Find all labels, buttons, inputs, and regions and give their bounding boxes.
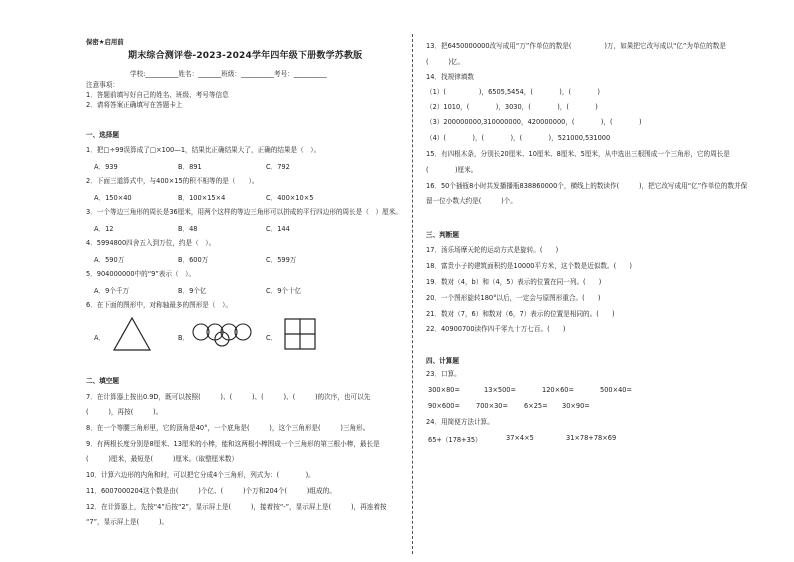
question-14: 14．找规律填数 <box>426 73 474 81</box>
pattern-item: （4）( )，( )，( )，521000,531000 <box>426 134 611 142</box>
question-9-cont: ( )厘米，最短是( )厘米。（取整厘米数） <box>86 455 239 463</box>
option-c: C．400×10×5 <box>266 194 314 202</box>
option-c: C．792 <box>266 163 290 171</box>
judge-item: 19．数对（4，b）和（4，5）表示的位置在同一列。( ) <box>426 278 602 286</box>
option-c: C．9个十亿 <box>266 287 302 295</box>
triangle-figure <box>112 316 152 352</box>
question-13-cont: ( )亿。 <box>426 58 465 66</box>
judge-item: 17．汤乐场摩天轮的运动方式是旋转。( ) <box>426 246 559 254</box>
option-b: B． <box>178 334 190 342</box>
calc-item: 31×78+78×69 <box>566 434 617 442</box>
question-4: 4．5994800四舍五入到万位，约是（ ）。 <box>86 239 216 247</box>
notes-title: 注意事项： <box>86 81 119 89</box>
note-item: 1．答题前填写好自己的姓名、班级、考号等信息 <box>86 91 229 99</box>
question-24: 24．用简便方法计算。 <box>426 418 494 426</box>
calc-item: 6×25= <box>524 402 548 410</box>
column-divider <box>412 34 413 554</box>
calc-item: 30×90= <box>562 402 590 410</box>
option-b: B．48 <box>178 225 198 233</box>
judge-item: 21．数对（7，6）和数对（6，7）表示的位置是相同的。( ) <box>426 310 615 318</box>
calc-item: 120×60= <box>542 386 575 394</box>
calc-item: 13×500= <box>484 386 517 394</box>
pattern-item: （2）1010，( )，3030，( )，( ) <box>426 103 598 111</box>
option-a: A．9个千万 <box>94 287 130 295</box>
calc-item: 90×600= <box>428 402 461 410</box>
grid-square-figure <box>284 318 316 350</box>
question-16: 16．50个插瓶8小时共发播播瓶838860000个，横线上的数读作( )，把它改写成用“亿”作单位的数并保 <box>426 182 748 190</box>
judge-item: 18．富贵小子的建筑面积约是10000平方米，这个数是近似数。( ) <box>426 262 632 270</box>
pattern-item: （3）200000000,310000000，420000000，( )，( ) <box>426 118 642 126</box>
option-c: C．144 <box>266 225 290 233</box>
question-6: 6．在下面的图形中，对称轴最多的图形是（ ）。 <box>86 301 232 309</box>
question-2: 2．下面三道算式中，与400×15的积不相等的是（ ）。 <box>86 177 259 185</box>
option-a: A． <box>94 334 106 342</box>
question-11: 11．6007000204这个数是由( )个亿、( )个万和204个( )组成的。 <box>86 487 336 495</box>
option-b: B．600万 <box>178 256 209 264</box>
section-judge: 三、判断题 <box>426 231 459 239</box>
question-15-cont: ( )厘米。 <box>426 166 478 174</box>
note-item: 2．请将答案正确填写在答题卡上 <box>86 101 183 109</box>
question-5: 5．904000000中的“9”表示（ ）。 <box>86 270 196 278</box>
question-8: 8．在一个等腰三角形里，它的顶角是40°，一个底角是( )，这个三角形是( )三角形。 <box>86 424 370 432</box>
question-3: 3．一个等边三角形的周长是36厘米，用两个这样的等边三角形可以拼成的平行四边形的周长是（ ）厘米。 <box>86 208 402 216</box>
judge-item: 20．一个图形旋转180°以后，一定会与原图形重合。( ) <box>426 294 601 302</box>
student-info-line: 学校:__________姓名：_______班级：__________考号：__________ <box>130 70 327 78</box>
option-c: C． <box>266 334 278 342</box>
question-16-cont: 留一位小数大约是( )个。 <box>426 197 517 205</box>
question-7: 7．在计算器上按出0.9D，既可以按照( )、( )、( )、( )的次序，也可以先 <box>86 393 371 401</box>
section-calc: 四、计算题 <box>426 357 459 365</box>
question-12-cont: “7”，显示屏上是( )。 <box>86 518 169 526</box>
calc-item: 37×4×5 <box>506 434 534 442</box>
judge-item: 22．40900700读作四千零九十万七百。( ) <box>426 325 566 333</box>
question-12: 12．在计算器上，先按“4”后按“2”，显示屏上是( )，接着按“-”，显示屏上是( )，再连着按 <box>86 503 387 511</box>
question-15: 15．有四根木条，分别长20厘米、10厘米、8厘米、5厘米，从中选出三根围成一个三角形，它的周长是 <box>426 150 730 158</box>
section-choice: 一、选择题 <box>86 131 119 139</box>
option-a: A．590万 <box>94 256 125 264</box>
option-a: A．939 <box>94 163 118 171</box>
question-1: 1．把□÷99误算成了□×100—1，结果比正确结果大了，正确的结果是（ ）。 <box>86 146 321 154</box>
question-10: 10．计算六边形的内角和时，可以把它分成4个三角形，列式为：( )。 <box>86 471 315 479</box>
pattern-item: （1）( )，6505,5454，( )，( ) <box>426 88 600 96</box>
option-a: A．12 <box>94 225 114 233</box>
calc-item: 65+（178+35） <box>428 436 482 444</box>
option-c: C．599万 <box>266 256 297 264</box>
question-7-cont: ( )，再按( )。 <box>86 408 163 416</box>
calc-item: 500×40= <box>600 386 633 394</box>
question-13: 13．把6450000000改写成用“万”作单位的数是( )万，如果把它改写成以“亿”为单位的数是 <box>426 42 726 50</box>
option-b: B．9个亿 <box>178 287 207 295</box>
calc-item: 700×30= <box>476 402 509 410</box>
option-b: B．891 <box>178 163 202 171</box>
exam-title: 期末综合测评卷-2023-2024学年四年级下册数学苏教版 <box>128 51 363 61</box>
section-fill: 二、填空题 <box>86 377 119 385</box>
olympic-rings-figure <box>192 322 254 348</box>
question-9: 9．有两根长度分别是8厘米、13厘米的小棒，能和这两根小棒围成一个三角形的第三根小棒，最长是 <box>86 440 380 448</box>
question-23: 23．口算。 <box>426 370 461 378</box>
calc-item: 300×80= <box>428 386 461 394</box>
option-a: A．150×40 <box>94 194 132 202</box>
secret-label: 保密★启用前 <box>86 38 124 46</box>
option-b: B．100×15×4 <box>178 194 226 202</box>
